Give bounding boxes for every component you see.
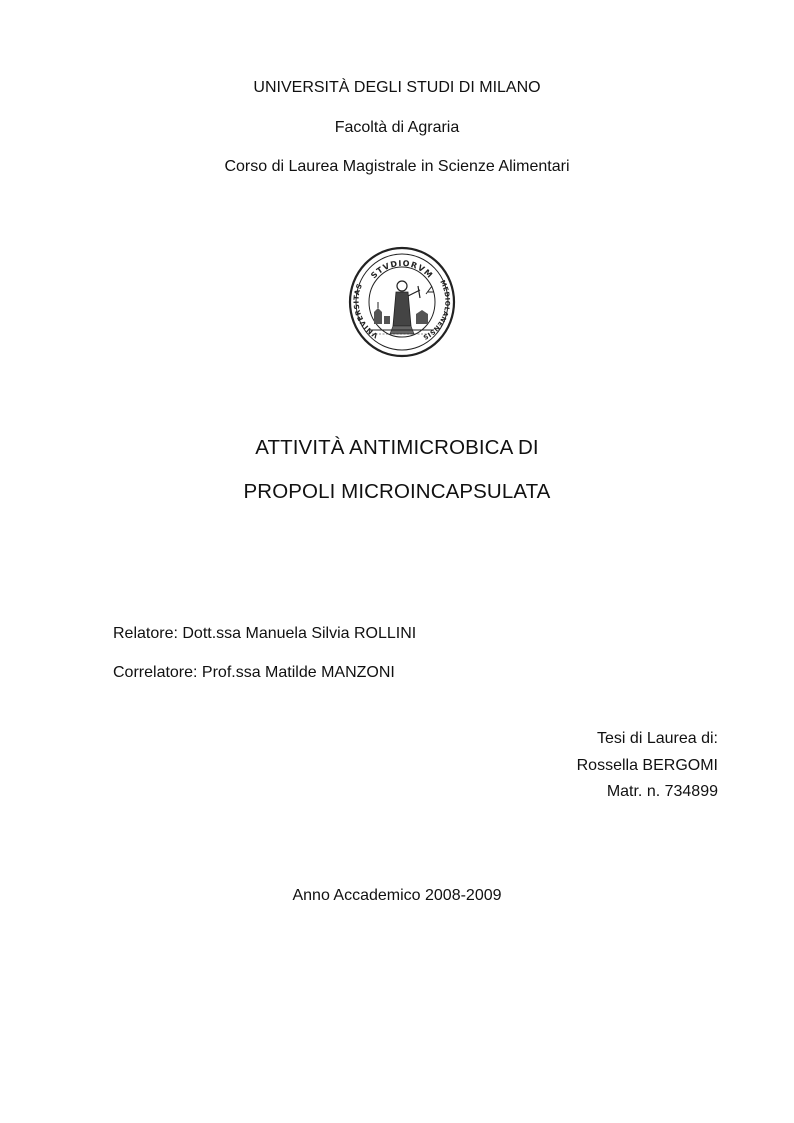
svg-text:STVDIORVM: STVDIORVM [369, 258, 435, 281]
academic-year: Anno Accademico 2008-2009 [292, 887, 502, 904]
correlatore: Correlatore: Prof.ssa Matilde MANZONI [113, 664, 395, 681]
svg-text:MEDIOLANENSIS: MEDIOLANENSIS [421, 278, 452, 342]
university-name: UNIVERSITÀ DEGLI STUDI DI MILANO [253, 79, 541, 96]
matriculation-number: Matr. n. 734899 [606, 783, 718, 800]
university-seal-icon [348, 246, 456, 358]
course-name: Corso di Laurea Magistrale in Scienze Alimentari [224, 158, 570, 175]
author-name: Rossella BERGOMI [576, 757, 718, 774]
thesis-author-label: Tesi di Laurea di: [597, 730, 718, 747]
faculty-name: Facoltà di Agraria [334, 119, 460, 136]
thesis-title-line-1: ATTIVITÀ ANTIMICROBICA DI [255, 436, 539, 459]
relatore: Relatore: Dott.ssa Manuela Silvia ROLLINI [113, 625, 417, 642]
svg-text:VNIVERSITAS: VNIVERSITAS [352, 282, 380, 340]
thesis-title-line-2: PROPOLI MICROINCAPSULATA [243, 480, 551, 503]
